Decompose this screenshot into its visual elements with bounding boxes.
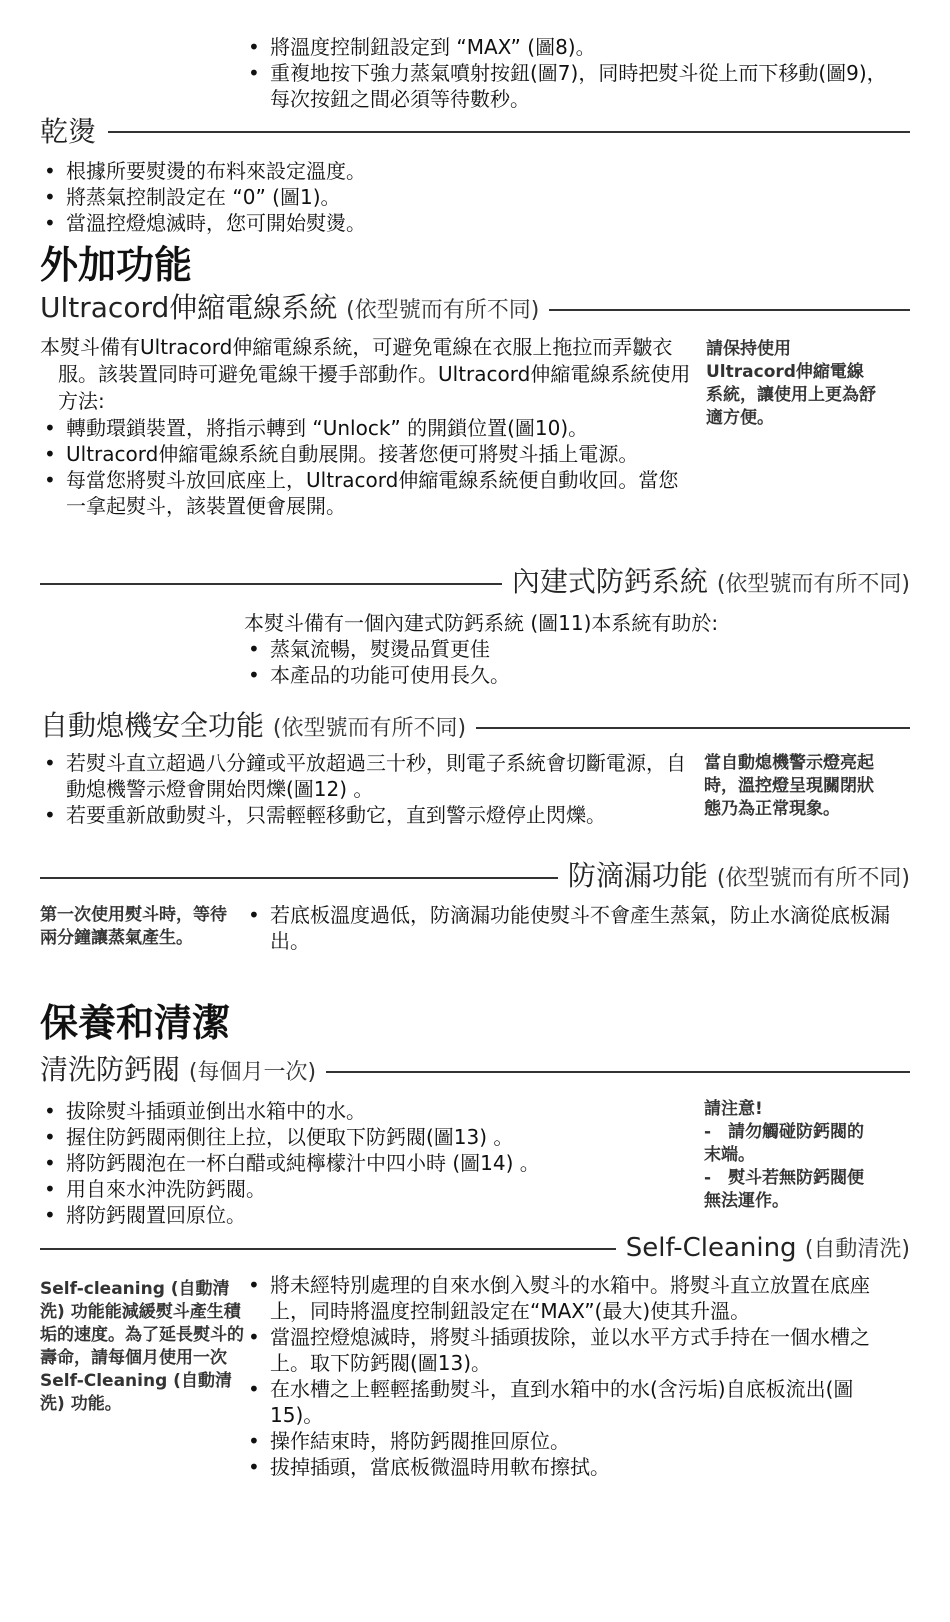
- ultracord-note: 請保持使用Ultracord伸縮電線系統，讓使用上更為舒適方便。: [706, 339, 876, 428]
- list-item: • 每當您將熨斗放回底座上，Ultracord伸縮電線系統便自動收回。當您一拿起熨斗，該裝置便會展開。: [40, 467, 690, 519]
- autooff-title: 自動熄機安全功能 (依型號而有所不同): [40, 709, 467, 742]
- list-item: • 將防鈣閥泡在一杯白醋或純檸檬汁中四小時 (圖14) 。: [40, 1150, 700, 1176]
- dry-iron-list: [40, 158, 740, 236]
- anticalc-heading: [40, 564, 910, 603]
- extra-features-title: 外加功能: [40, 243, 193, 287]
- top-steps: [244, 34, 904, 112]
- anticalc-title: 內建式防鈣系統 (依型號而有所不同): [511, 565, 910, 598]
- anticalc-intro: 本熨斗備有一個內建式防鈣系統 (圖11)本系統有助於:: [244, 611, 719, 635]
- autooff-heading: [40, 708, 910, 747]
- ultracord-list: [40, 415, 690, 519]
- selfclean-list: [244, 1272, 894, 1480]
- divider: [40, 583, 502, 585]
- dry-iron-heading: [40, 114, 910, 150]
- list-item: • 拔除熨斗插頭並倒出水箱中的水。: [40, 1098, 700, 1124]
- list-item: • 若底板溫度過低，防滴漏功能使熨斗不會產生蒸氣，防止水滴從底板漏出。: [244, 902, 894, 954]
- list-item: • 在水槽之上輕輕搖動熨斗，直到水箱中的水(含污垢)自底板流出(圖15)。: [244, 1376, 894, 1428]
- autooff-list: [40, 750, 700, 828]
- valve-title: 清洗防鈣閥 (每個月一次): [40, 1053, 317, 1086]
- divider: [326, 1071, 910, 1073]
- list-item: • 將未經特別處理的自來水倒入熨斗的水箱中。將熨斗直立放置在底座上，同時將溫度控制鈕設定在“MAX”(最大)使其升溫。: [244, 1272, 894, 1324]
- care-title: 保養和清潔: [40, 1001, 231, 1045]
- divider: [108, 131, 910, 133]
- valve-note-line: - 熨斗若無防鈣閥便無法運作。: [704, 1168, 865, 1211]
- antidrip-heading: [40, 858, 910, 897]
- list-item: • 操作結束時，將防鈣閥推回原位。: [244, 1428, 894, 1454]
- anticalc-list: [244, 636, 884, 688]
- list-item: • 拔掉插頭，當底板微溫時用軟布擦拭。: [244, 1454, 894, 1480]
- ultracord-title: Ultracord伸縮電線系統 (依型號而有所不同): [40, 291, 540, 324]
- antidrip-list: [244, 902, 894, 954]
- ultracord-heading: [40, 290, 910, 329]
- valve-note: [704, 1098, 879, 1213]
- valve-note-title: 請注意!: [704, 1099, 763, 1119]
- autooff-note: 當自動熄機警示燈亮起時，溫控燈呈現關閉狀態乃為正常現象。: [704, 753, 874, 819]
- divider: [40, 877, 558, 879]
- divider: [476, 727, 910, 729]
- list-item: • 用自來水沖洗防鈣閥。: [40, 1176, 700, 1202]
- list-item: • 重複地按下強力蒸氣噴射按鈕(圖7)，同時把熨斗從上而下移動(圖9)，每次按鈕之間必須等待數秒。: [244, 60, 904, 112]
- antidrip-title: 防滴漏功能 (依型號而有所不同): [567, 859, 910, 892]
- valve-note-line: - 請勿觸碰防鈣閥的末端。: [704, 1122, 865, 1165]
- list-item: • 根據所要熨燙的布料來設定溫度。: [40, 158, 740, 184]
- list-item: • 轉動環鎖裝置，將指示轉到 “Unlock” 的開鎖位置(圖10)。: [40, 415, 690, 441]
- valve-list: [40, 1098, 700, 1228]
- divider: [40, 1248, 616, 1250]
- valve-heading: [40, 1052, 910, 1091]
- list-item: • 將防鈣閥置回原位。: [40, 1202, 700, 1228]
- list-item: • 蒸氣流暢，熨燙品質更佳: [244, 636, 884, 662]
- list-item: • 握住防鈣閥兩側往上拉，以便取下防鈣閥(圖13) 。: [40, 1124, 700, 1150]
- dry-iron-title: 乾燙: [40, 115, 97, 148]
- selfclean-title: Self-Cleaning (自動清洗): [625, 1233, 910, 1263]
- antidrip-note: 第一次使用熨斗時，等待兩分鐘讓蒸氣產生。: [40, 905, 227, 948]
- list-item: • Ultracord伸縮電線系統自動展開。接著您便可將熨斗插上電源。: [40, 441, 690, 467]
- selfclean-heading: [40, 1230, 910, 1268]
- list-item: • 若熨斗直立超過八分鐘或平放超過三十秒，則電子系統會切斷電源，自動熄機警示燈會開始閃爍(圖12) 。: [40, 750, 700, 802]
- list-item: • 當溫控燈熄滅時，將熨斗插頭拔除，並以水平方式手持在一個水槽之上。取下防鈣閥(圖13)。: [244, 1324, 894, 1376]
- list-item: • 將蒸氣控制設定在 “0” (圖1)。: [40, 184, 740, 210]
- list-item: • 當溫控燈熄滅時，您可開始熨燙。: [40, 210, 740, 236]
- list-item: • 若要重新啟動熨斗，只需輕輕移動它，直到警示燈停止閃爍。: [40, 802, 700, 828]
- selfclean-note: Self-cleaning (自動清洗) 功能能減緩熨斗產生積垢的速度。為了延長熨斗的壽命，請每個月使用一次Self-Cleaning (自動清洗) 功能。: [40, 1279, 244, 1414]
- ultracord-intro: 本熨斗備有Ultracord伸縮電線系統，可避免電線在衣服上拖拉而弄皺衣服。該裝置同時可避免電線干擾手部動作。Ultracord伸縮電線系統使用方法:: [40, 335, 691, 413]
- list-item: • 本產品的功能可使用長久。: [244, 662, 884, 688]
- divider: [549, 309, 910, 311]
- list-item: • 將溫度控制鈕設定到 “MAX” (圖8)。: [244, 34, 904, 60]
